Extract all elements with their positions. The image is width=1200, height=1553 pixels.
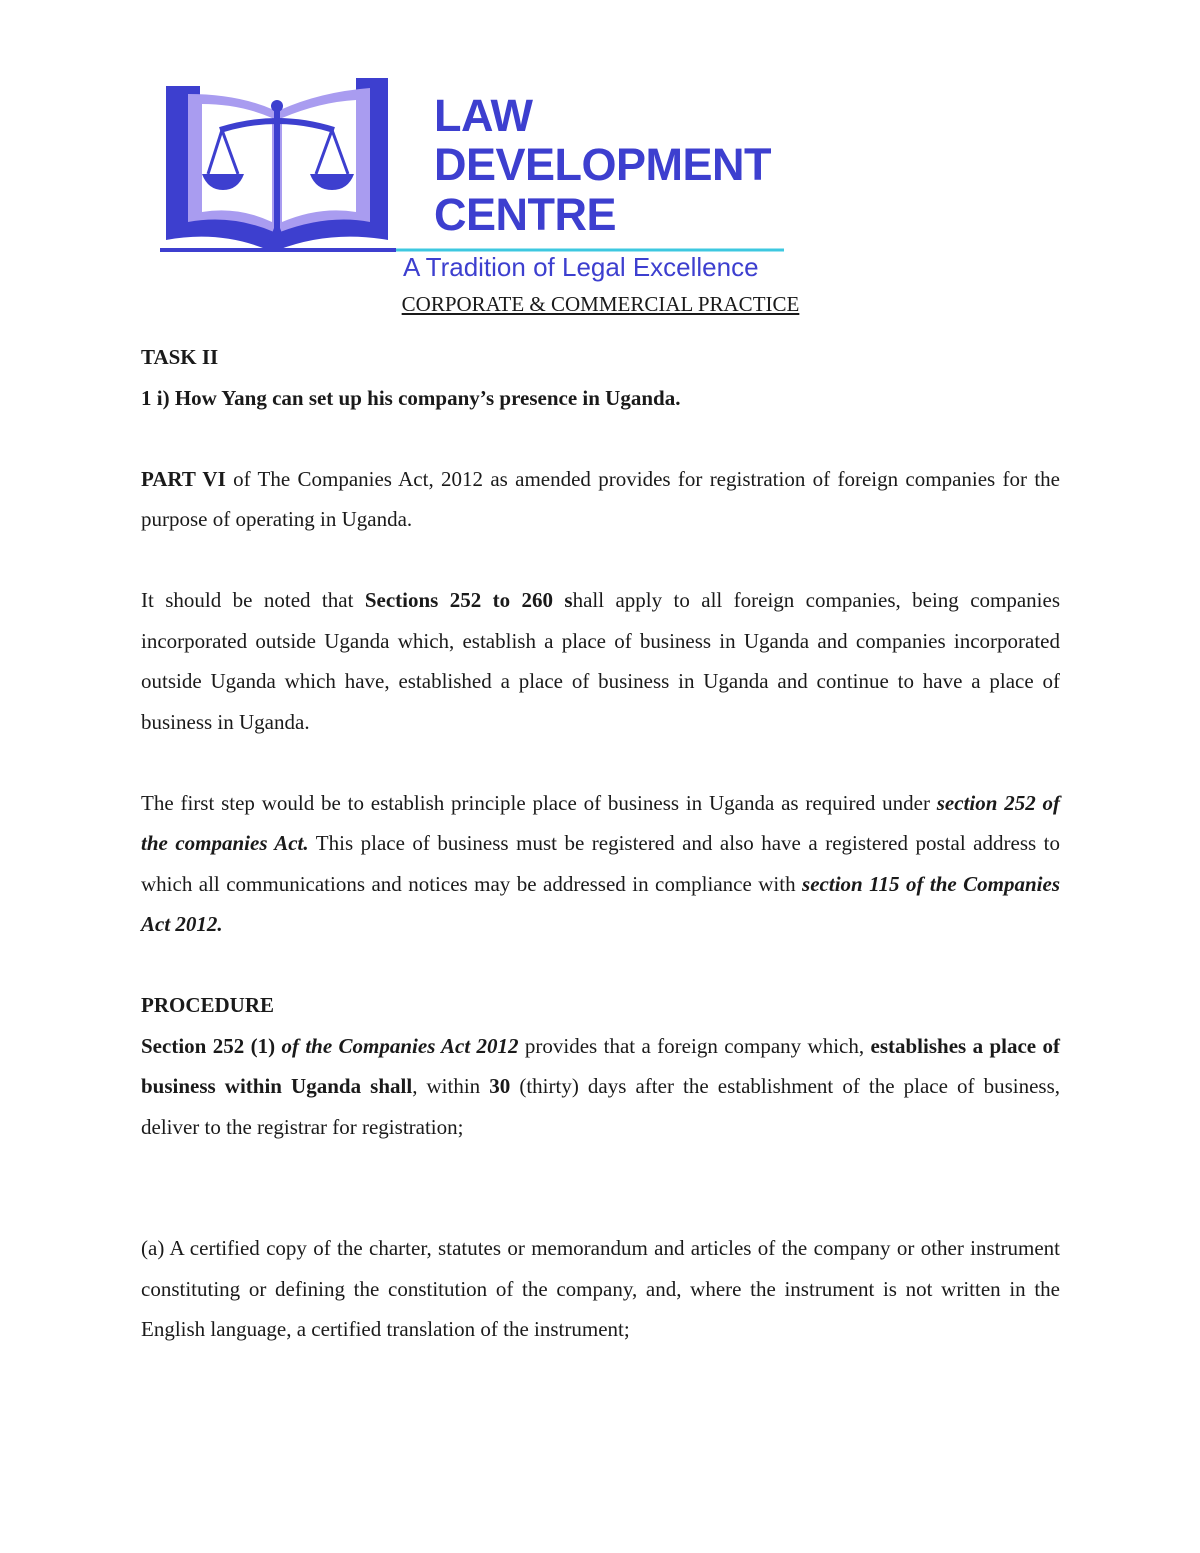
logo-text-centre: CENTRE	[434, 189, 617, 240]
sections-ref: Sections 252 to 260 s	[364, 588, 573, 612]
document-body	[141, 289, 1060, 1350]
spacer	[141, 742, 1060, 783]
paragraph-part-vi	[141, 459, 1060, 540]
paragraph-text: , within	[412, 1074, 490, 1098]
paragraph-text: hall apply to all foreign companies, being companies incorporated outside Uganda which, establish a place of business in Uganda and companies incorporated outside Uganda which have, established a place of business in Uganda and continue to have a place of business in Uganda.	[141, 588, 1060, 734]
paragraph-text: It should be noted that	[141, 588, 365, 612]
bold-text: Section 252 (1)	[141, 1033, 282, 1058]
paragraph-text: (thirty) days after the establishment of the place of business, deliver to the registrar for registration;	[141, 1074, 1060, 1139]
bold-italic-text: of the Companies Act 2012	[281, 1033, 519, 1058]
paragraph-first-step	[141, 783, 1060, 945]
logo-tagline: A Tradition of Legal Excellence	[403, 252, 759, 282]
section-252-ref: section 252 of the companies Act.	[141, 790, 1061, 855]
section-115-ref: section 115 of the Companies Act 2012.	[141, 871, 1061, 936]
procedure-heading: PROCEDURE	[141, 993, 275, 1017]
task-heading: TASK II	[141, 345, 219, 369]
document-title: CORPORATE & COMMERCIAL PRACTICE	[401, 292, 800, 316]
paragraph-text: provides that a foreign company which,	[518, 1033, 871, 1058]
bold-text: 30	[489, 1074, 511, 1098]
question-heading: 1 i) How Yang can set up his company’s presence in Uganda.	[141, 385, 681, 410]
part-vi-ref: PART VI	[141, 466, 226, 491]
ldc-logo	[160, 72, 790, 292]
paragraph-section-252-1	[141, 1026, 1060, 1148]
spacer	[141, 540, 1060, 581]
spacer	[141, 945, 1060, 986]
logo-text-law: LAW	[434, 90, 533, 141]
logo-text-development: DEVELOPMENT	[434, 139, 772, 190]
paragraph-item-a: (a) A certified copy of the charter, statutes or memorandum and articles of the company or other instrument constituting or defining the constitution of the company, and, where the instrument is not written in the English language, a certified translation of the instrument;	[141, 1236, 1060, 1341]
bold-text: establishes a place of business within Uganda shall	[141, 1033, 1060, 1098]
spacer	[141, 418, 1060, 459]
paragraph-sections	[141, 580, 1060, 742]
spacer	[141, 1147, 1060, 1228]
paragraph-text: of The Companies Act, 2012 as amended provides for registration of foreign companies for the purpose of operating in Uganda.	[141, 466, 1060, 531]
paragraph-text: This place of business must be registered and also have a registered postal address to which all communications and notices may be addressed in compliance with	[141, 831, 1060, 896]
paragraph-text: The first step would be to establish principle place of business in Uganda as required under	[141, 790, 937, 815]
